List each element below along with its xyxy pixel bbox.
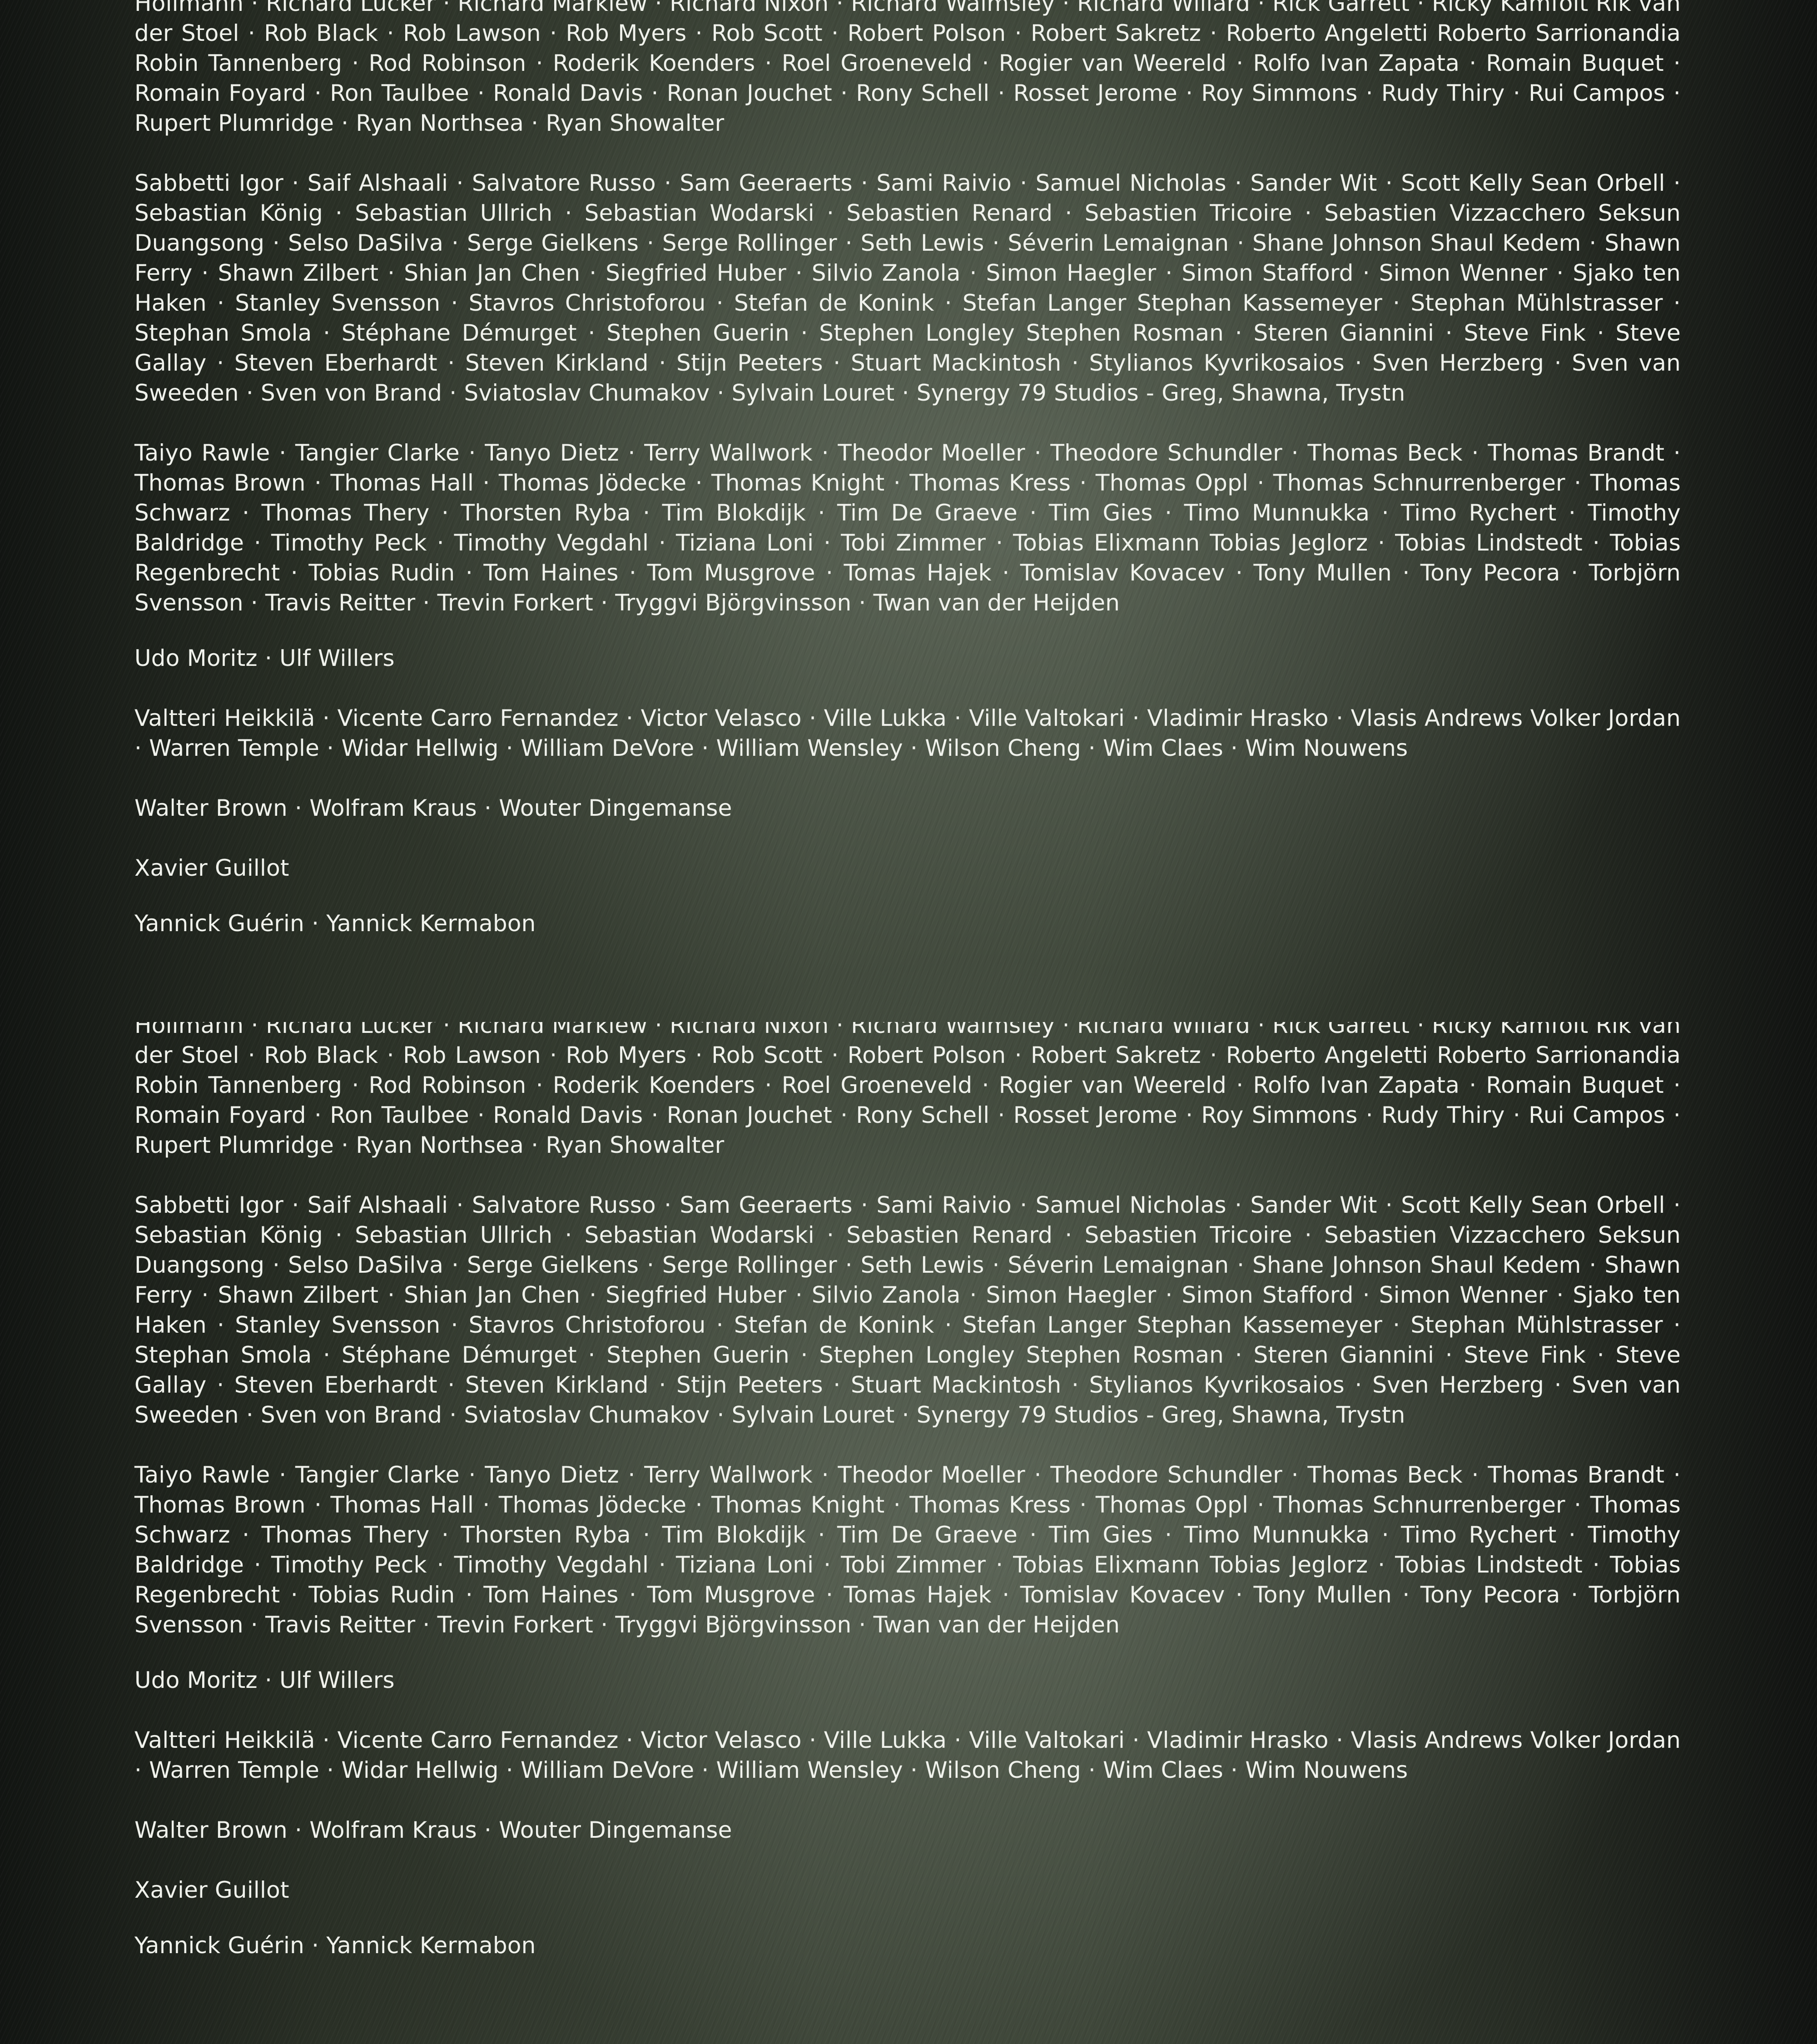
credits-group-v: Valtteri Heikkilä · Vicente Carro Fernandez · Victor Velasco · Ville Lukka · Ville Valtokari · Vladimir Hrasko · Vlasis Andrews Volker Jordan · Warren Temple · Widar Hellwig · William DeVore · William Wensley · Wilson Cheng · Wim Claes · Wim Nouwens xyxy=(134,703,1681,763)
credits-group-s: Sabbetti Igor · Saif Alshaali · Salvatore Russo · Sam Geeraerts · Sami Raivio · Samuel Nicholas · Sander Wit · Scott Kelly Sean Orbell · Sebastian König · Sebastian Ullrich · Sebastian Wodarski · Sebastien Renard · Sebastien Tricoire · Sebastien Vizzacchero Seksun Duangsong · Selso DaSilva · Serge Gielkens · Serge Rollinger · Seth Lewis · Séverin Lemaignan · Shane Johnson Shaul Kedem · Shawn Ferry · Shawn Zilbert · Shian Jan Chen · Siegfried Huber · Silvio Zanola · Simon Haegler · Simon Stafford · Simon Wenner · Sjako ten Haken · Stanley Svensson · Stavros Christoforou · Stefan de Konink · Stefan Langer Stephan Kassemeyer · Stephan Mühlstrasser · Stephan Smola · Stéphane Démurget · Stephen Guerin · Stephen Longley Stephen Rosman · Steren Giannini · Steve Fink · Steve Gallay · Steven Eberhardt · Steven Kirkland · Stijn Peeters · Stuart Mackintosh · Stylianos Kyvrikosaios · Sven Herzberg · Sven van Sweeden · Sven von Brand · Sviatoslav Chumakov · Sylvain Louret · Synergy 79 Studios - Greg, Shawna, Trystn xyxy=(134,168,1681,408)
credits-group-w: Walter Brown · Wolfram Kraus · Wouter Dingemanse xyxy=(134,1815,1681,1845)
credits-group-t: Taiyo Rawle · Tangier Clarke · Tanyo Dietz · Terry Wallwork · Theodor Moeller · Theodore Schundler · Thomas Beck · Thomas Brandt · Thomas Brown · Thomas Hall · Thomas Jödecke · Thomas Knight · Thomas Kress · Thomas Oppl · Thomas Schnurrenberger · Thomas Schwarz · Thomas Thery · Thorsten Ryba · Tim Blokdijk · Tim De Graeve · Tim Gies · Timo Munnukka · Timo Rychert · Timothy Baldridge · Timothy Peck · Timothy Vegdahl · Tiziana Loni · Tobi Zimmer · Tobias Elixmann Tobias Jeglorz · Tobias Lindstedt · Tobias Regenbrecht · Tobias Rudin · Tom Haines · Tom Musgrove · Tomas Hajek · Tomislav Kovacev · Tony Mullen · Tony Pecora · Torbjörn Svensson · Travis Reitter · Trevin Forkert · Tryggvi Björgvinsson · Twan van der Heijden xyxy=(134,438,1681,618)
credits-group-x: Xavier Guillot xyxy=(134,853,1681,883)
credits-group-v: Valtteri Heikkilä · Vicente Carro Fernandez · Victor Velasco · Ville Lukka · Ville Valtokari · Vladimir Hrasko · Vlasis Andrews Volker Jordan · Warren Temple · Widar Hellwig · William DeVore · William Wensley · Wilson Cheng · Wim Claes · Wim Nouwens xyxy=(134,1725,1681,1785)
credits-group-t: Taiyo Rawle · Tangier Clarke · Tanyo Dietz · Terry Wallwork · Theodor Moeller · Theodore Schundler · Thomas Beck · Thomas Brandt · Thomas Brown · Thomas Hall · Thomas Jödecke · Thomas Knight · Thomas Kress · Thomas Oppl · Thomas Schnurrenberger · Thomas Schwarz · Thomas Thery · Thorsten Ryba · Tim Blokdijk · Tim De Graeve · Tim Gies · Timo Munnukka · Timo Rychert · Timothy Baldridge · Timothy Peck · Timothy Vegdahl · Tiziana Loni · Tobi Zimmer · Tobias Elixmann Tobias Jeglorz · Tobias Lindstedt · Tobias Regenbrecht · Tobias Rudin · Tom Haines · Tom Musgrove · Tomas Hajek · Tomislav Kovacev · Tony Mullen · Tony Pecora · Torbjörn Svensson · Travis Reitter · Trevin Forkert · Tryggvi Björgvinsson · Twan van der Heijden xyxy=(134,1460,1681,1640)
credits-group-y: Yannick Guérin · Yannick Kermabon xyxy=(134,908,1681,938)
credits-group-r: Hollmann · Richard Lucker · Richard Marklew · Richard Nixon · Richard Walmsley · Richard Willard · Rick Garrett · Ricky Kamfolt Rik van der Stoel · Rob Black · Rob Lawson · Rob Myers · Rob Scott · Robert Polson · Robert Sakretz · Roberto Angeletti Roberto Sarrionandia Robin Tannenberg · Rod Robinson · Roderik Koenders · Roel Groeneveld · Rogier van Weereld · Rolfo Ivan Zapata · Romain Buquet · Romain Foyard · Ron Taulbee · Ronald Davis · Ronan Jouchet · Rony Schell · Rosset Jerome · Roy Simmons · Rudy Thiry · Rui Campos · Rupert Plumridge · Ryan Northsea · Ryan Showalter xyxy=(134,0,1681,138)
credits-group-u: Udo Moritz · Ulf Willers xyxy=(134,643,1681,673)
credits-group-y: Yannick Guérin · Yannick Kermabon xyxy=(134,1930,1681,1960)
credits-group-s: Sabbetti Igor · Saif Alshaali · Salvatore Russo · Sam Geeraerts · Sami Raivio · Samuel Nicholas · Sander Wit · Scott Kelly Sean Orbell · Sebastian König · Sebastian Ullrich · Sebastian Wodarski · Sebastien Renard · Sebastien Tricoire · Sebastien Vizzacchero Seksun Duangsong · Selso DaSilva · Serge Gielkens · Serge Rollinger · Seth Lewis · Séverin Lemaignan · Shane Johnson Shaul Kedem · Shawn Ferry · Shawn Zilbert · Shian Jan Chen · Siegfried Huber · Silvio Zanola · Simon Haegler · Simon Stafford · Simon Wenner · Sjako ten Haken · Stanley Svensson · Stavros Christoforou · Stefan de Konink · Stefan Langer Stephan Kassemeyer · Stephan Mühlstrasser · Stephan Smola · Stéphane Démurget · Stephen Guerin · Stephen Longley Stephen Rosman · Steren Giannini · Steve Fink · Steve Gallay · Steven Eberhardt · Steven Kirkland · Stijn Peeters · Stuart Mackintosh · Stylianos Kyvrikosaios · Sven Herzberg · Sven van Sweeden · Sven von Brand · Sviatoslav Chumakov · Sylvain Louret · Synergy 79 Studios - Greg, Shawna, Trystn xyxy=(134,1190,1681,1430)
credits-group-u: Udo Moritz · Ulf Willers xyxy=(134,1665,1681,1695)
credits-group-w: Walter Brown · Wolfram Kraus · Wouter Dingemanse xyxy=(134,793,1681,823)
credits-group-x: Xavier Guillot xyxy=(134,1875,1681,1905)
credits-group-r: Hollmann · Richard Lucker · Richard Marklew · Richard Nixon · Richard Walmsley · Richard Willard · Rick Garrett · Ricky Kamfolt Rik van der Stoel · Rob Black · Rob Lawson · Rob Myers · Rob Scott · Robert Polson · Robert Sakretz · Roberto Angeletti Roberto Sarrionandia Robin Tannenberg · Rod Robinson · Roderik Koenders · Roel Groeneveld · Rogier van Weereld · Rolfo Ivan Zapata · Romain Buquet · Romain Foyard · Ron Taulbee · Ronald Davis · Ronan Jouchet · Rony Schell · Rosset Jerome · Roy Simmons · Rudy Thiry · Rui Campos · Rupert Plumridge · Ryan Northsea · Ryan Showalter xyxy=(134,1022,1681,1160)
